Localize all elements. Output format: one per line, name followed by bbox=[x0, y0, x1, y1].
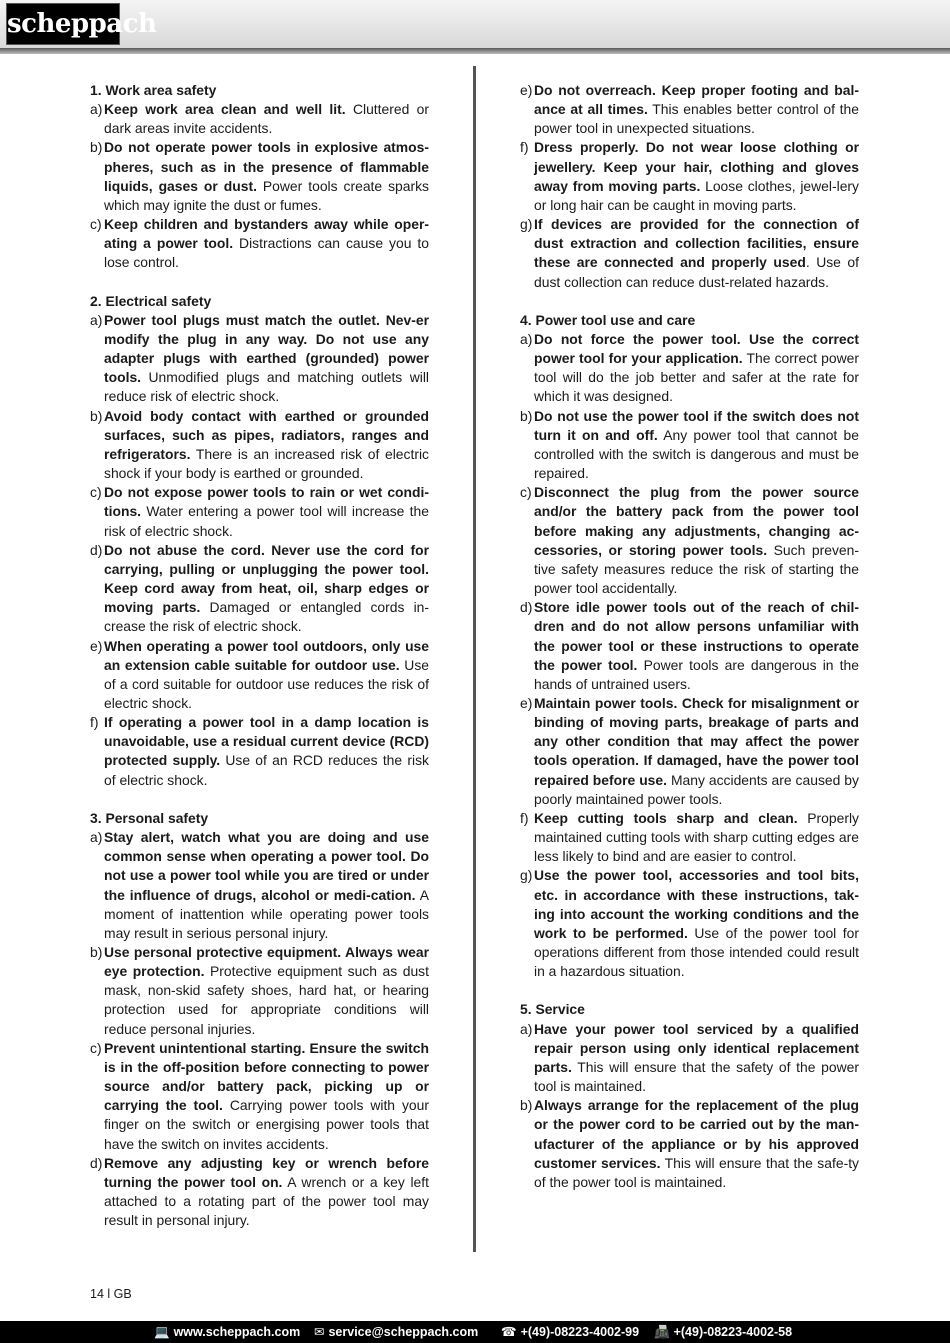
item-instruction: Dress properly. Do not wear loose clothing or jewellery. Keep your hair, clothing and gloves away from moving parts. bbox=[534, 139, 859, 194]
item-instruction: Keep work area clean and well lit. bbox=[104, 101, 346, 118]
safety-item bbox=[520, 1020, 859, 1097]
laptop-icon: 💻 bbox=[154, 1325, 170, 1339]
item-instruction: Use personal protective equipment. Always wear eye protection. bbox=[104, 944, 429, 980]
item-marker: d) bbox=[90, 1154, 103, 1171]
item-explanation: Use of a cord suitable for outdoor use reduces the risk of electric shock. bbox=[104, 656, 429, 711]
item-explanation: A wrench or a key left attached to a rotating part of the power tool may result in personal injury. bbox=[104, 1173, 429, 1229]
item-instruction: Do not abuse the cord. Never use the cord for carrying, pulling or unplugging the power tool. Keep cord away from heat, oil, sharp edges or moving parts. bbox=[104, 541, 429, 616]
footer-website[interactable] bbox=[154, 1321, 300, 1343]
safety-item bbox=[90, 311, 429, 407]
item-explanation: Protective equipment such as dust mask, non-skid safety shoes, hard hat, or hearing protection used for appropriate conditions will reduce personal injuries. bbox=[104, 963, 429, 1037]
item-explanation: Any power tool that cannot be controlled with the switch is dangerous and must be repaired. bbox=[534, 426, 859, 482]
section-title: 4. Power tool use and care bbox=[520, 311, 696, 328]
safety-item bbox=[90, 637, 429, 714]
item-instruction: Power tool plugs must match the outlet. Nev-er modify the plug in any way. Do not use any adapter plugs with earthed (grounded) power tools. bbox=[104, 311, 429, 386]
item-marker: a) bbox=[90, 101, 103, 118]
item-instruction: Do not operate power tools in explosive atmos-pheres, such as in the presence of flammable liquids, gases or dust. bbox=[104, 139, 429, 194]
item-explanation: Power tools are dangerous in the hands of untrained users. bbox=[534, 656, 859, 692]
item-explanation: Use of an RCD reduces the risk of electric shock. bbox=[104, 752, 429, 788]
section-title: 2. Electrical safety bbox=[90, 292, 212, 309]
safety-item bbox=[520, 483, 859, 598]
item-explanation: The correct power tool will do the job better and safer at the rate for which it was designed. bbox=[534, 350, 859, 405]
item-explanation: A moment of inattention while operating power tools may result in serious personal injury. bbox=[104, 886, 430, 941]
safety-item bbox=[90, 713, 429, 790]
page-header bbox=[0, 0, 950, 48]
item-instruction: Keep children and bystanders away while oper-ating a power tool. bbox=[104, 216, 429, 252]
item-marker: f) bbox=[520, 809, 529, 826]
safety-item bbox=[90, 407, 429, 484]
item-marker: c) bbox=[90, 1039, 102, 1056]
safety-item bbox=[520, 1096, 859, 1192]
item-instruction: Maintain power tools. Check for misalignment or binding of moving parts, breakage of parts and any other condition that may affect the power tools operation. If damaged, have the power tool repaired before use. bbox=[534, 694, 859, 788]
item-marker: c) bbox=[90, 216, 102, 233]
item-marker: c) bbox=[520, 484, 532, 501]
item-instruction: When operating a power tool outdoors, only use an extension cable suitable for outdoor use. bbox=[104, 637, 429, 673]
item-marker: b) bbox=[90, 139, 103, 156]
item-instruction: Stay alert, watch what you are doing and use common sense when operating a power tool. Do not use a power tool while you are tired or under the influence of drugs, alcohol or medi-cation. bbox=[104, 829, 429, 903]
safety-item bbox=[520, 215, 859, 292]
item-marker: e) bbox=[90, 637, 103, 654]
item-explanation: This will ensure that the safe-ty of the power tool is maintained. bbox=[534, 1154, 859, 1190]
section-title: 3. Personal safety bbox=[90, 809, 209, 826]
item-instruction: Do not use the power tool if the switch does not turn it on and off. bbox=[534, 407, 859, 443]
item-marker: g) bbox=[520, 216, 533, 233]
safety-item bbox=[520, 138, 859, 215]
item-explanation: Use of the power tool for operations different from those intended could result in a hazardous situation. bbox=[534, 924, 859, 980]
item-instruction: Always arrange for the replacement of the plug or the power cord to be carried out by the man-ufacturer of the appliance or by his approved customer services. bbox=[534, 1097, 859, 1171]
item-explanation: Loose clothes, jewel-lery or long hair can be caught in moving parts. bbox=[534, 177, 859, 213]
phone-icon: ☎ bbox=[501, 1325, 517, 1339]
footer-phone bbox=[501, 1321, 639, 1343]
item-instruction: Avoid body contact with earthed or grounded surfaces, such as pipes, radiators, ranges and refrigerators. bbox=[104, 407, 429, 462]
safety-item bbox=[520, 407, 859, 484]
safety-item bbox=[520, 866, 859, 981]
item-marker: a) bbox=[520, 331, 533, 348]
section-spacer bbox=[90, 790, 429, 809]
item-explanation: Properly maintained cutting tools with sharp cutting edges are less likely to bind and are easier to control. bbox=[534, 809, 859, 865]
mail-icon: ✉ bbox=[314, 1325, 325, 1339]
item-marker: a) bbox=[90, 829, 103, 846]
item-marker: f) bbox=[520, 139, 529, 156]
website-link[interactable]: www.scheppach.com bbox=[173, 1325, 301, 1339]
item-explanation: Such preven-tive safety measures reduce the risk of starting the power tool accidentally. bbox=[534, 541, 859, 597]
item-marker: b) bbox=[90, 407, 103, 424]
fax-icon: 📠 bbox=[654, 1325, 670, 1339]
item-marker: d) bbox=[90, 541, 103, 558]
item-marker: g) bbox=[520, 867, 533, 884]
item-instruction: Keep cutting tools sharp and clean. bbox=[534, 809, 798, 826]
item-explanation: Power tools create sparks which may ignite the dust or fumes. bbox=[104, 177, 430, 213]
item-instruction: If devices are provided for the connection of dust extraction and collection facilities, ensure these are connected and properly used bbox=[534, 216, 859, 271]
item-marker: a) bbox=[520, 1020, 533, 1037]
page-number: 14 l GB bbox=[90, 1287, 132, 1301]
item-explanation: Damaged or entangled cords in-crease the risk of electric shock. bbox=[104, 599, 430, 635]
item-explanation: There is an increased risk of electric shock if your body is earthed or grounded. bbox=[104, 445, 429, 482]
safety-item bbox=[520, 694, 859, 809]
item-explanation: Water entering a power tool will increase the risk of electric shock. bbox=[104, 503, 429, 539]
item-instruction: Store idle power tools out of the reach of chil-dren and do not allow persons unfamiliar with the power tool or these instructions to operate the power tool. bbox=[534, 599, 859, 673]
safety-item bbox=[90, 828, 429, 943]
item-explanation: This enables better control of the power tool in unexpected situations. bbox=[534, 101, 859, 137]
right-column bbox=[520, 81, 859, 1192]
left-column bbox=[90, 81, 429, 1230]
item-instruction: Do not expose power tools to rain or wet condi-tions. bbox=[104, 484, 429, 520]
section-spacer bbox=[90, 273, 429, 292]
safety-item bbox=[520, 809, 859, 866]
safety-item bbox=[90, 1154, 429, 1231]
item-explanation: Unmodified plugs and matching outlets will reduce risk of electric shock. bbox=[104, 369, 429, 405]
section-spacer bbox=[520, 292, 859, 311]
safety-item bbox=[90, 1039, 429, 1154]
footer-email[interactable] bbox=[314, 1321, 478, 1343]
safety-item bbox=[90, 541, 429, 637]
safety-item bbox=[520, 330, 859, 407]
item-marker: e) bbox=[520, 694, 533, 711]
safety-item bbox=[90, 943, 429, 1039]
item-explanation: This will ensure that the safety of the power tool is maintained. bbox=[534, 1058, 859, 1095]
item-instruction: Prevent unintentional starting. Ensure the switch is in the off-position before connecting to power source and/or battery pack, picking up or carrying the tool. bbox=[104, 1039, 429, 1114]
item-instruction: Do not force the power tool. Use the correct power tool for your application. bbox=[534, 331, 859, 367]
item-marker: b) bbox=[520, 1097, 533, 1114]
footer-bar bbox=[0, 1321, 950, 1343]
item-marker: e) bbox=[520, 82, 533, 98]
item-marker: b) bbox=[90, 944, 103, 960]
item-instruction: Remove any adjusting key or wrench before turning the power tool on. bbox=[104, 1154, 429, 1190]
footer-fax bbox=[654, 1321, 792, 1343]
header-rule bbox=[0, 48, 950, 54]
safety-item bbox=[90, 215, 429, 272]
item-instruction: If operating a power tool in a damp location is unavoidable, use a residual current device (RCD) protected supply. bbox=[104, 714, 429, 769]
column-divider bbox=[473, 66, 476, 1252]
item-explanation: Many accidents are caused by poorly maintained power tools. bbox=[534, 771, 859, 807]
item-marker: c) bbox=[90, 484, 102, 501]
section-spacer bbox=[520, 981, 859, 1000]
fax-number: +(49)-08223-4002-58 bbox=[673, 1325, 793, 1339]
item-marker: f) bbox=[90, 714, 99, 731]
section-title: 1. Work area safety bbox=[90, 82, 217, 98]
phone-number: +(49)-08223-4002-99 bbox=[520, 1325, 640, 1339]
item-instruction: Do not overreach. Keep proper footing and bal-ance at all times. bbox=[534, 82, 859, 118]
item-marker: b) bbox=[520, 407, 533, 424]
item-explanation: Distractions can cause you to lose control. bbox=[104, 235, 429, 271]
safety-item bbox=[90, 138, 429, 215]
section-title: 5. Service bbox=[520, 1001, 585, 1018]
item-explanation: . Use of dust collection can reduce dust-related hazards. bbox=[534, 254, 859, 290]
item-explanation: Carrying power tools with your finger on the switch or energising power tools that have the switch on invites accidents. bbox=[104, 1097, 430, 1152]
safety-item bbox=[520, 81, 859, 138]
item-instruction: Disconnect the plug from the power source and/or the battery pack from the power tool before making any adjustments, changing ac-cessories, or storing power tools. bbox=[534, 484, 859, 558]
item-instruction: Use the power tool, accessories and tool bits, etc. in accordance with these instructions, tak-ing into account the working conditions and the work to be performed. bbox=[534, 867, 859, 941]
item-marker: a) bbox=[90, 311, 103, 328]
item-instruction: Have your power tool serviced by a qualified repair person using only identical replacement parts. bbox=[534, 1020, 859, 1075]
safety-item bbox=[90, 100, 429, 138]
safety-item bbox=[90, 483, 429, 540]
scheppach-logo: scheppach bbox=[6, 3, 120, 45]
safety-item bbox=[520, 598, 859, 694]
email-link[interactable]: service@scheppach.com bbox=[328, 1325, 479, 1339]
item-marker: d) bbox=[520, 599, 533, 616]
item-explanation: Cluttered or dark areas invite accidents. bbox=[104, 101, 429, 137]
